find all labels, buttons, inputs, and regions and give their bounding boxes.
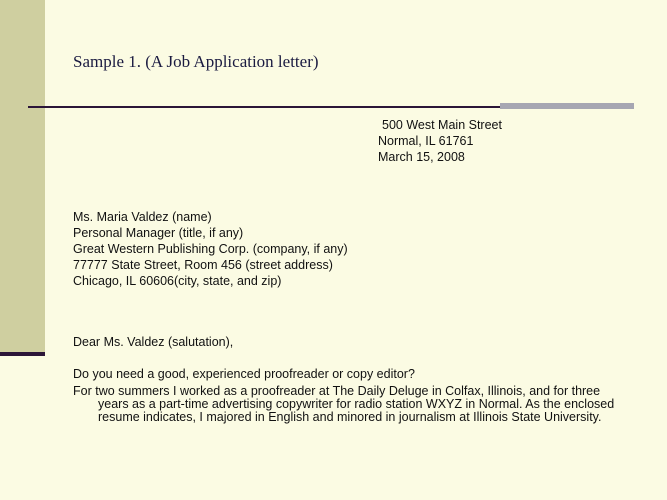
sender-city: Normal, IL 61761 [378, 134, 474, 148]
letter-date: March 15, 2008 [378, 150, 465, 164]
recipient-company: Great Western Publishing Corp. (company, if any) [73, 242, 348, 256]
recipient-city: Chicago, IL 60606(city, state, and zip) [73, 274, 282, 288]
recipient-name: Ms. Maria Valdez (name) [73, 210, 212, 224]
letter-body [73, 367, 633, 424]
sender-address [378, 117, 502, 165]
slide-title: Sample 1. (A Job Application letter) [73, 52, 319, 71]
divider-accent-block [500, 103, 634, 109]
salutation: Dear Ms. Valdez (salutation), [73, 335, 234, 349]
recipient-street: 77777 State Street, Room 456 (street address) [73, 258, 333, 272]
sender-street: 500 West Main Street [382, 118, 502, 132]
title-divider [28, 106, 500, 108]
left-decorative-bar [0, 0, 45, 353]
left-bar-underline [0, 352, 45, 356]
recipient-title: Personal Manager (title, if any) [73, 226, 244, 240]
recipient-address [73, 209, 348, 289]
opening-question: Do you need a good, experienced proofreader or copy editor? [73, 367, 415, 381]
body-paragraph: For two summers I worked as a proofreader at The Daily Deluge in Colfax, Illinois, and for three years as a part-time advertising copywriter for radio station WXYZ in Normal. As the enclosed resume indicates, I majored in English and minored in journalism at Illinois State University. [73, 384, 615, 424]
